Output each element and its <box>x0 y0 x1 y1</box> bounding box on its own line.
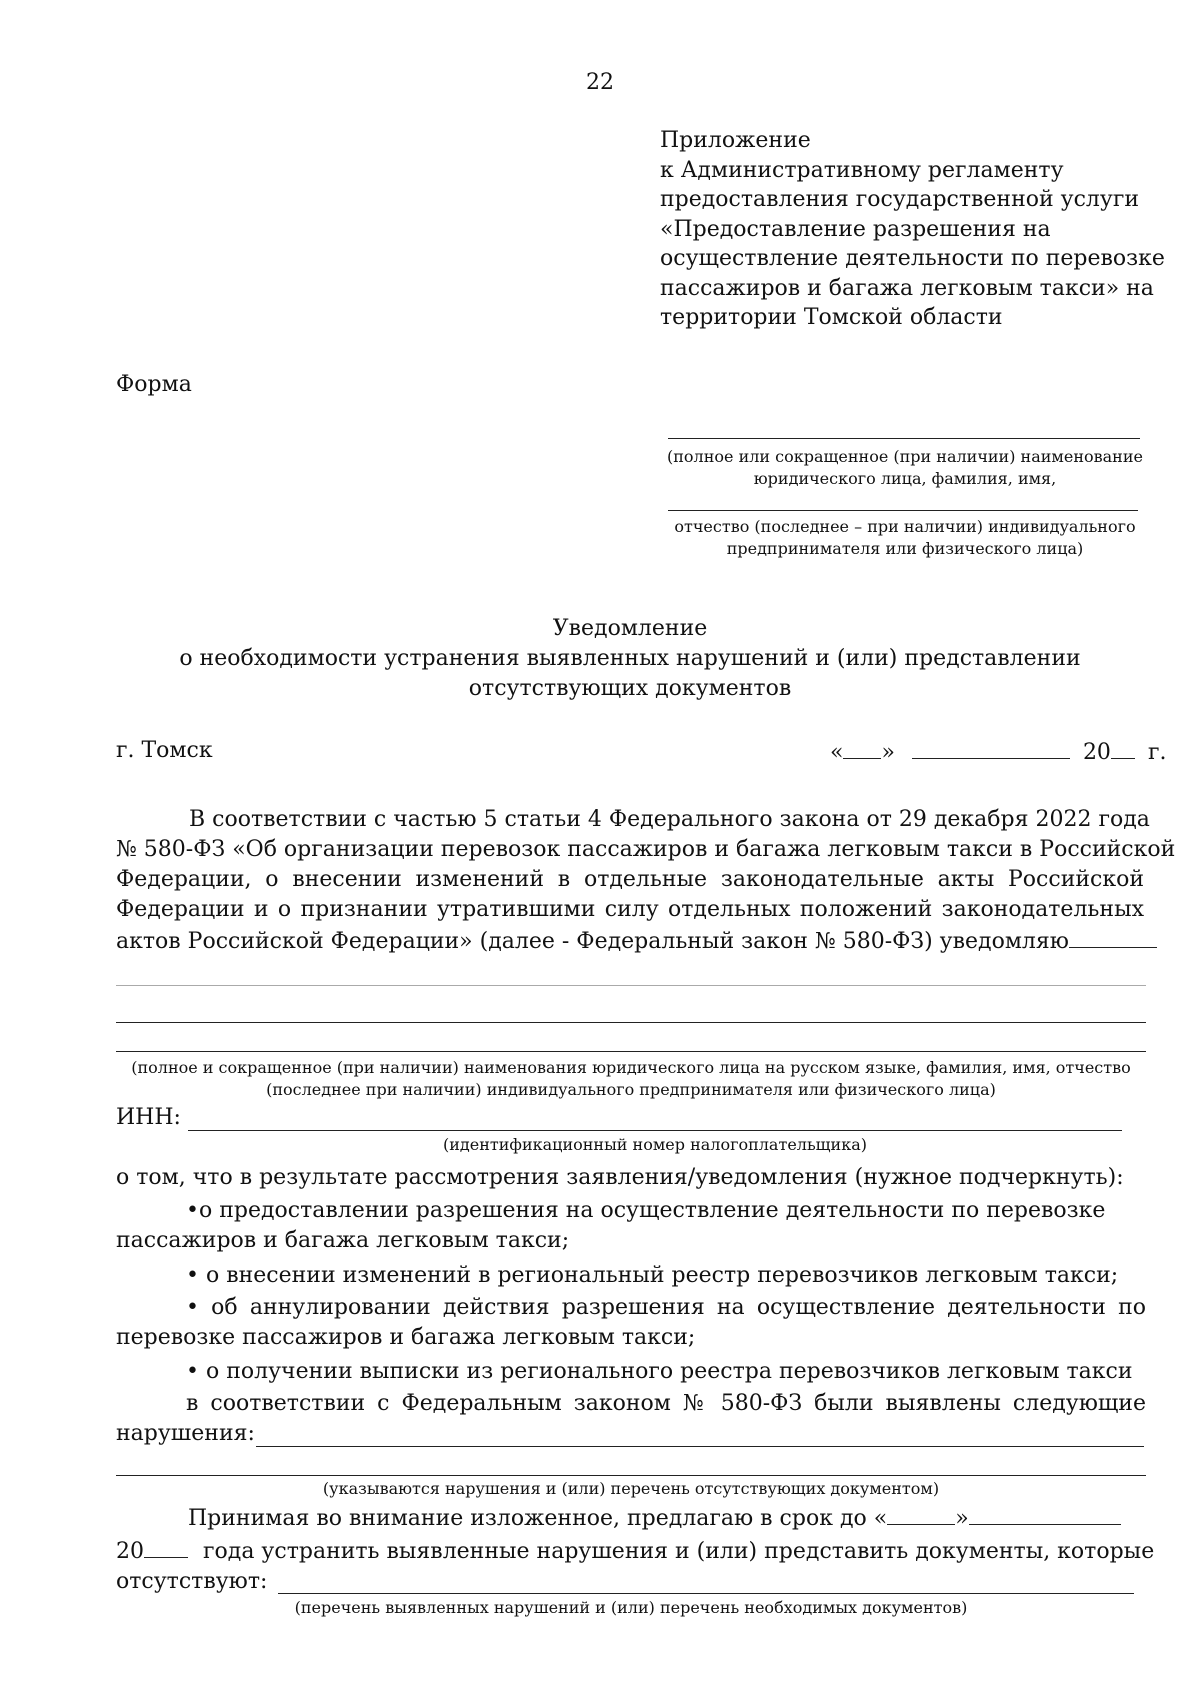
bullet-text: перевозке пассажиров и багажа легковым такси; <box>116 1325 696 1350</box>
bullet-icon: • <box>186 1263 199 1288</box>
appendix-line: пассажиров и багажа легковым такси» на <box>660 275 1154 301</box>
quote-open: « <box>873 1506 888 1531</box>
appendix-block <box>660 126 1165 333</box>
addressee-caption-2 <box>650 516 1160 560</box>
caption-text: (полное и сокращенное (при наличии) наименования юридического лица на русском языке, фамилия, имя, отчество <box>131 1058 1131 1077</box>
proposal-text: Принимая во внимание изложенное, предлагаю в срок до <box>188 1506 867 1531</box>
proposal-day-blank[interactable] <box>887 1502 955 1525</box>
bullet-text: о получении выписки из регионального реестра перевозчиков легковым такси <box>205 1359 1133 1384</box>
form-label: Форма <box>116 372 192 397</box>
paragraph-last-line <box>116 925 1144 957</box>
inn-label: ИНН: <box>116 1105 181 1130</box>
bullet-icon: • <box>186 1359 199 1384</box>
name-line-2[interactable] <box>116 1022 1146 1023</box>
bullet-text: о предоставлении разрешения на осуществление деятельности по перевозке <box>198 1198 1106 1223</box>
proposal-year-blank[interactable] <box>144 1535 188 1558</box>
inn-input-line[interactable] <box>188 1130 1122 1131</box>
appendix-line: территории Томской области <box>660 305 1003 330</box>
bullet-item-4[interactable] <box>186 1357 1133 1387</box>
quote-close: » <box>881 740 895 765</box>
violations-input-line-2[interactable] <box>116 1475 1146 1476</box>
year-blank[interactable] <box>1111 736 1135 759</box>
caption-text: отчество (последнее – при наличии) индивидуального <box>674 517 1136 536</box>
appendix-line: Приложение <box>660 128 811 153</box>
bullet-item-3[interactable] <box>116 1293 1146 1353</box>
bullet-item-1[interactable] <box>116 1196 1146 1256</box>
paragraph-line: № 580-ФЗ «Об организации перевозок пассажиров и багажа легковым такси в Российской <box>116 837 1176 862</box>
caption-text: (полное или сокращенное (при наличии) наименование <box>667 447 1143 466</box>
notify-blank[interactable] <box>1069 925 1157 948</box>
title-line: отсутствующих документов <box>468 676 792 701</box>
bullet-text: пассажиров и багажа легковым такси; <box>116 1228 570 1253</box>
paragraph-line: В соответствии с частью 5 статьи 4 Федерального закона от 29 декабря 2022 года <box>189 807 1150 832</box>
violations-block <box>116 1389 1146 1449</box>
quote-open: « <box>830 740 844 765</box>
place: г. Томск <box>116 738 213 763</box>
year-suffix: г. <box>1147 740 1167 765</box>
main-paragraph <box>116 805 1176 957</box>
appendix-line: «Предоставление разрешения на <box>660 216 1051 242</box>
day-blank[interactable] <box>843 736 881 759</box>
document-title <box>120 614 1140 704</box>
bullet-icon: • <box>186 1295 199 1320</box>
review-line: о том, что в результате рассмотрения заявления/уведомления (нужное подчеркнуть): <box>116 1165 1124 1190</box>
quote-close: » <box>955 1506 969 1531</box>
appendix-line: к Административному регламенту <box>660 157 1064 183</box>
title-line: о необходимости устранения выявленных нарушений и (или) представлении <box>179 646 1081 671</box>
proposal-month-blank[interactable] <box>969 1502 1121 1525</box>
page-number-row <box>0 68 1200 98</box>
paragraph-line: актов Российской Федерации» (далее - Федеральный закон № 580-ФЗ) уведомляю <box>116 929 1069 954</box>
bullet-item-2[interactable] <box>186 1261 1118 1291</box>
addressee-name-line[interactable] <box>668 438 1140 439</box>
violations-label: нарушения: <box>116 1421 255 1446</box>
title-line: Уведомление <box>552 616 708 641</box>
violations-text: в соответствии с Федеральным законом № 580-ФЗ были выявлены следующие <box>186 1391 1146 1416</box>
caption-text: предпринимателя или физического лица) <box>726 539 1084 558</box>
addressee-patronymic-line[interactable] <box>668 510 1138 511</box>
year-prefix: 20 <box>1082 740 1111 765</box>
names-caption <box>116 1057 1146 1101</box>
final-caption: (перечень выявленных нарушений и (или) перечень необходимых документов) <box>294 1598 968 1617</box>
paragraph-line: Федерации, о внесении изменений в отдельные законодательные акты Российской <box>116 867 1144 892</box>
caption-text: (последнее при наличии) индивидуального предпринимателя или физического лица) <box>266 1080 996 1099</box>
bullet-text: об аннулировании действия разрешения на осуществление деятельности по <box>211 1295 1146 1320</box>
bullet-icon: • <box>186 1198 199 1223</box>
proposal-text: года устранить выявленные нарушения и (или) представить документы, которые <box>203 1539 1155 1564</box>
proposal-line-1 <box>188 1502 1121 1534</box>
proposal-year-prefix: 20 <box>116 1539 144 1564</box>
paragraph-line: Федерации и о признании утратившими силу отдельных положений законодательных <box>116 897 1144 922</box>
appendix-line: предоставления государственной услуги <box>660 187 1140 212</box>
violations-input-line-1[interactable] <box>256 1446 1144 1447</box>
month-blank[interactable] <box>912 736 1070 759</box>
absent-input-line[interactable] <box>278 1593 1134 1594</box>
absent-label: отсутствуют: <box>116 1569 268 1594</box>
addressee-caption-1 <box>650 446 1160 490</box>
name-line-3[interactable] <box>116 1051 1146 1052</box>
appendix-line: осуществление деятельности по перевозке <box>660 246 1165 271</box>
proposal-line-2 <box>116 1535 1154 1567</box>
inn-caption: (идентификационный номер налогоплательщика) <box>443 1135 867 1154</box>
caption-text: юридического лица, фамилия, имя, <box>753 469 1057 488</box>
page-number: 22 <box>586 70 614 95</box>
bullet-text: о внесении изменений в региональный реестр перевозчиков легковым такси; <box>205 1263 1119 1288</box>
date-field <box>830 736 1166 768</box>
name-line-1[interactable] <box>116 985 1146 986</box>
violations-caption: (указываются нарушения и (или) перечень отсутствующих документом) <box>322 1479 940 1498</box>
